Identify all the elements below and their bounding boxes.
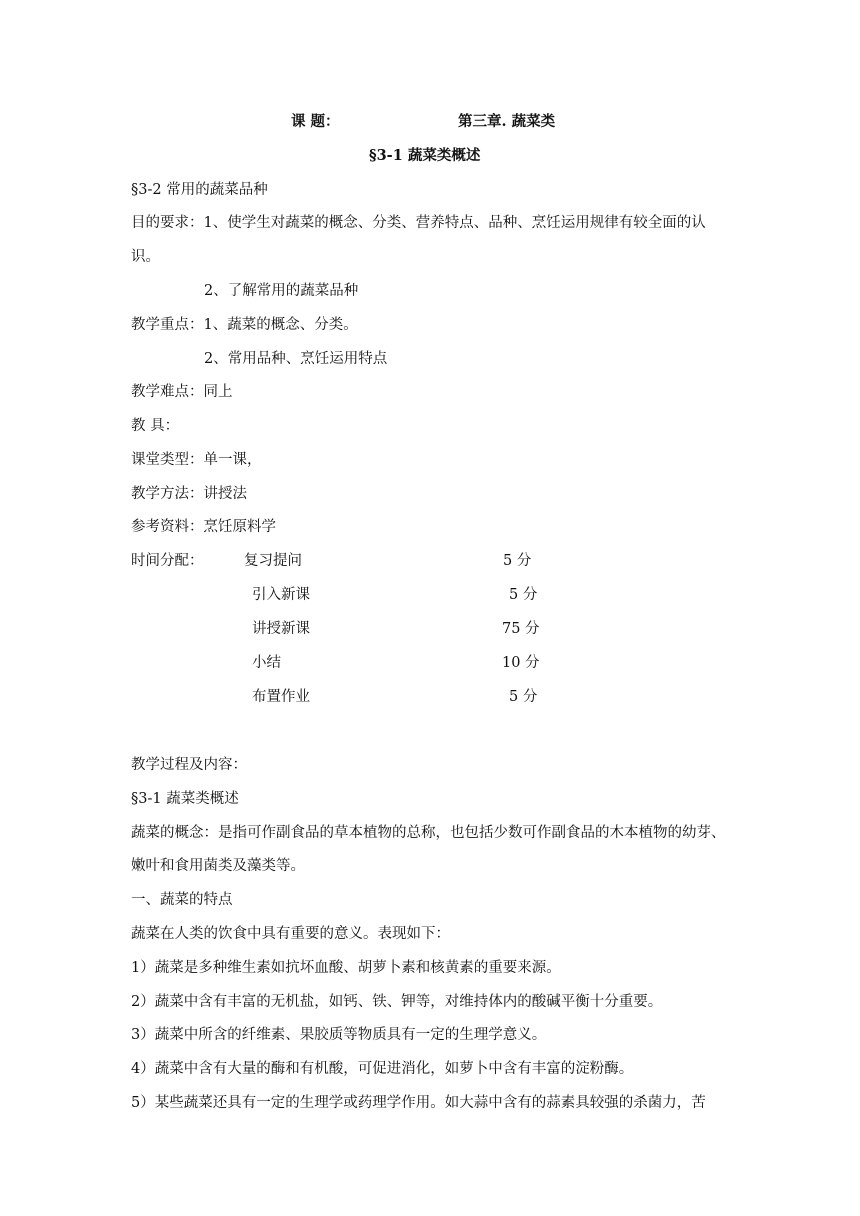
time-minutes: 5 分 bbox=[509, 689, 538, 705]
time-item: 引入新课 bbox=[252, 587, 310, 603]
objective-line-1-tail: 识。 bbox=[131, 249, 160, 265]
topic-label: 课 题： bbox=[291, 113, 340, 130]
feature-point: 5）某些蔬菜还具有一定的生理学或药理学作用。如大蒜中含有的蒜素具较强的杀菌力，苦 bbox=[131, 1095, 706, 1111]
process-title: 教学过程及内容： bbox=[131, 757, 247, 773]
features-heading: 一、蔬菜的特点 bbox=[131, 892, 233, 908]
difficulty-line: 教学难点：同上 bbox=[131, 384, 233, 400]
concept-line-1: 蔬菜的概念：是指可作副食品的草本植物的总称，也包括少数可作副食品的木本植物的幼芽、 bbox=[131, 825, 726, 841]
time-minutes: 5 分 bbox=[503, 553, 532, 569]
chapter-title: 第三章. 蔬菜类 bbox=[458, 113, 556, 130]
time-item: 讲授新课 bbox=[252, 621, 310, 637]
keypoint-line-1: 教学重点：1、蔬菜的概念、分类。 bbox=[131, 317, 358, 333]
objective-line-2: 2、了解常用的蔬菜品种 bbox=[204, 283, 359, 299]
method-line: 教学方法：讲授法 bbox=[131, 486, 247, 502]
feature-point: 1）蔬菜是多种维生素如抗坏血酸、胡萝卜素和核黄素的重要来源。 bbox=[131, 960, 561, 976]
feature-point: 4）蔬菜中含有大量的酶和有机酸，可促进消化，如萝卜中含有丰富的淀粉酶。 bbox=[131, 1061, 634, 1077]
feature-point: 2）蔬菜中含有丰富的无机盐，如钙、铁、钾等，对维持体内的酸碱平衡十分重要。 bbox=[131, 994, 663, 1010]
time-item: 复习提问 bbox=[244, 553, 302, 569]
time-item: 小结 bbox=[252, 655, 281, 671]
time-minutes: 75 分 bbox=[502, 621, 540, 637]
reference-line: 参考资料：烹饪原料学 bbox=[131, 519, 276, 535]
section-heading: §3-1 蔬菜类概述 bbox=[131, 791, 239, 807]
time-minutes: 10 分 bbox=[502, 655, 540, 671]
objective-line-1: 目的要求：1、使学生对蔬菜的概念、分类、营养特点、品种、烹饪运用规律有较全面的认 bbox=[131, 215, 706, 231]
time-label: 时间分配： bbox=[131, 553, 204, 569]
feature-point: 3）蔬菜中所含的纤维素、果胶质等物质具有一定的生理学意义。 bbox=[131, 1027, 547, 1043]
tools-line: 教 具： bbox=[131, 418, 180, 434]
class-type-line: 课堂类型：单一课， bbox=[131, 452, 262, 468]
time-item: 布置作业 bbox=[252, 689, 310, 705]
features-intro: 蔬菜在人类的饮食中具有重要的意义。表现如下： bbox=[131, 926, 450, 942]
section-title: §3-1 蔬菜类概述 bbox=[369, 147, 481, 164]
keypoint-line-2: 2、常用品种、烹饪运用特点 bbox=[204, 351, 388, 367]
section-3-2-line: §3-2 常用的蔬菜品种 bbox=[131, 182, 268, 198]
concept-line-2: 嫩叶和食用菌类及藻类等。 bbox=[131, 858, 305, 874]
time-minutes: 5 分 bbox=[509, 587, 538, 603]
